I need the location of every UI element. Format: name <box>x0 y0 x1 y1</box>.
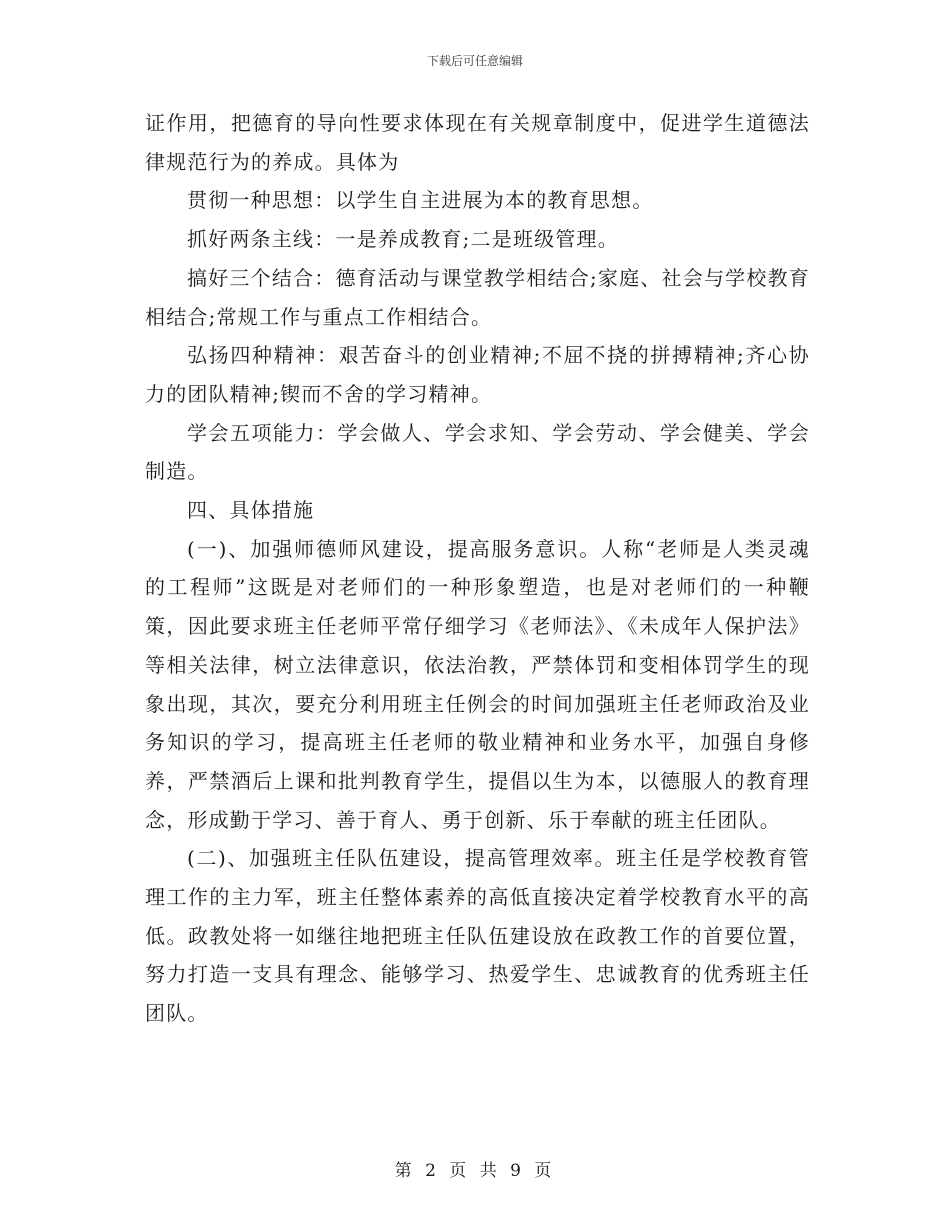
paragraph-one-thought: 贯彻一种思想：以学生自主进展为本的教育思想。 <box>187 188 654 213</box>
paragraph-four-spirits: 弘扬四种精神：艰苦奋斗的创业精神;不屈不挠的拼搏精神;齐心协力的团队精神;锲而不舍的学习精神。 <box>145 343 810 406</box>
page-header-note: 下载后可任意编辑 <box>426 54 523 68</box>
paragraph-two-lines: 抓好两条主线：一是养成教育;二是班级管理。 <box>187 227 619 252</box>
section-heading-measures: 四、具体措施 <box>187 498 315 523</box>
paragraph-five-abilities: 学会五项能力：学会做人、学会求知、学会劳动、学会健美、学会制造。 <box>145 420 810 484</box>
paragraph-three-combinations: 搞好三个结合：德育活动与课堂教学相结合;家庭、社会与学校教育相结合;常规工作与重点工作相结合。 <box>145 265 810 329</box>
paragraph-head-teacher-team: (二)、加强班主任队伍建设，提高管理效率。班主任是学校教育管理工作的主力军，班主任整体素养的高低直接决定着学校教育水平的高低。政教处将一如继往地把班主任队伍建设放在政教工作的首要位置，努力打造一支具有理念、能够学习、热爱学生、忠诚教育的优秀班主任团队。 <box>145 846 810 1026</box>
paragraph-teacher-ethics: (一)、加强师德师风建设，提高服务意识。人称“老师是人类灵魂的工程师”这既是对老师们的一种形象塑造，也是对老师们的一种鞭策，因此要求班主任老师平常仔细学习《老师法》、《未成年人保护法》等相关法律，树立法律意识，依法治教，严禁体罚和变相体罚学生的现象出现，其次，要充分利用班主任例会的时间加强班主任老师政治及业务知识的学习，提高班主任老师的敬业精神和业务水平，加强自身修养，严禁酒后上课和批判教育学生，提倡以生为本，以德服人的教育理念，形成勤于学习、善于育人、勇于创新、乐于奉献的班主任团队。 <box>145 536 810 832</box>
document-body <box>145 104 810 1033</box>
page-number: 第 2 页 共 9 页 <box>394 1161 556 1181</box>
paragraph-continuation: 证作用，把德育的导向性要求体现在有关规章制度中，促进学生道德法律规范行为的养成。具体为 <box>145 111 810 174</box>
